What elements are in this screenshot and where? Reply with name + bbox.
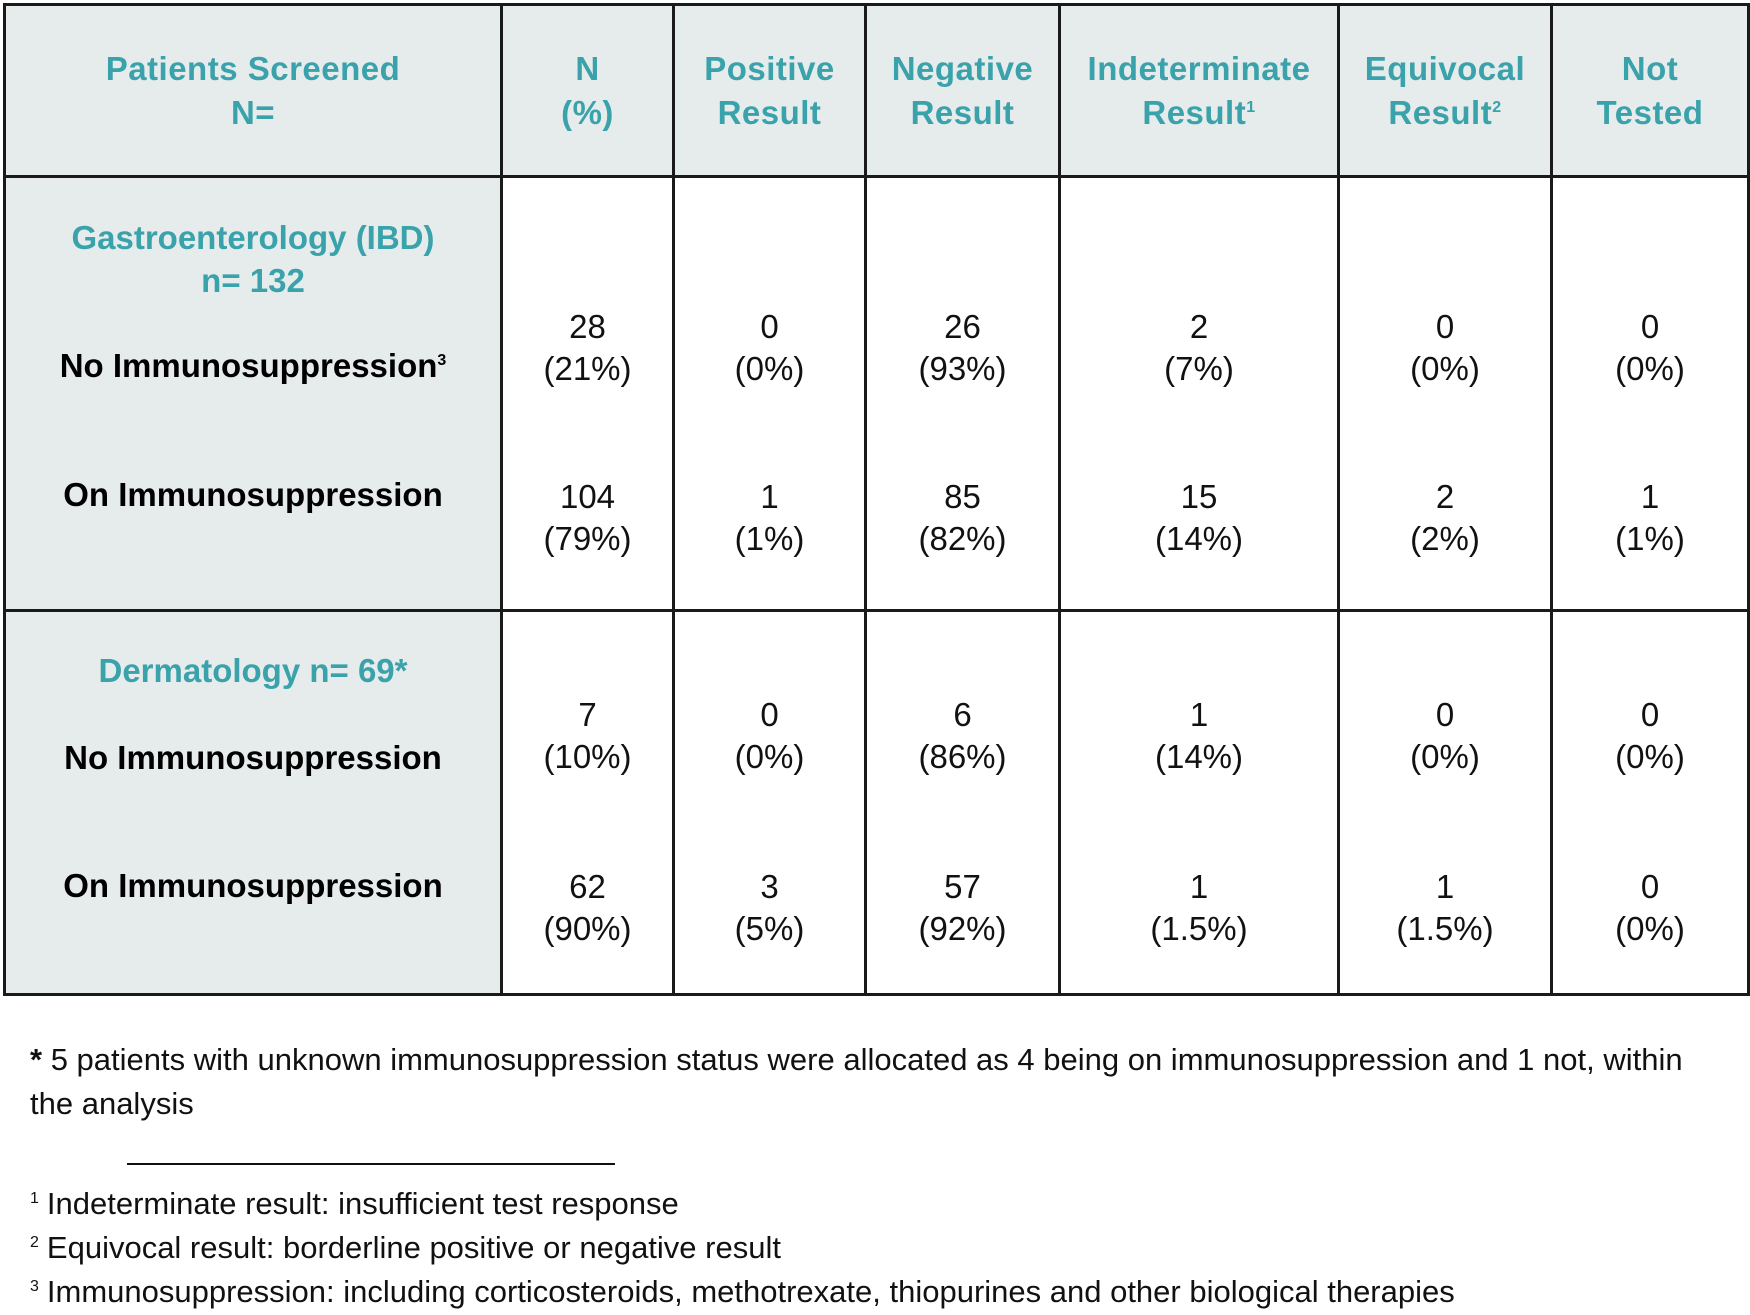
cell-percent: (0%) xyxy=(1410,350,1480,387)
footnote-divider xyxy=(127,1163,615,1165)
note-text: 5 patients with unknown immunosuppression status were allocated as 4 being on immunosuppression and 1 not, within the analysis xyxy=(30,1042,1683,1121)
results-table xyxy=(3,3,1750,996)
data-cell xyxy=(1552,177,1749,611)
cell-percent: (92%) xyxy=(918,910,1007,947)
cell-percent: (1%) xyxy=(1615,520,1685,557)
header-patients-screened xyxy=(5,5,502,177)
group-row-gastroenterology xyxy=(5,177,1749,611)
row-label xyxy=(6,864,500,907)
header-negative-result xyxy=(866,5,1060,177)
data-cell xyxy=(502,177,674,611)
header-not-tested xyxy=(1552,5,1749,177)
data-cell xyxy=(1339,177,1552,611)
header-text: Not xyxy=(1621,49,1679,87)
footnote-number: 1 xyxy=(30,1189,39,1207)
header-positive-result xyxy=(674,5,866,177)
cell-percent: (0%) xyxy=(734,350,805,387)
cell-count: 1 xyxy=(1435,868,1455,905)
cell-percent: (1%) xyxy=(734,520,805,557)
cell-percent: (0%) xyxy=(1615,910,1685,947)
header-text-part: Result xyxy=(1388,93,1493,131)
footnote-text: Immunosuppression: including corticosteroids, methotrexate, thiopurines and other biological therapies xyxy=(46,1274,1455,1309)
cell-percent: (0%) xyxy=(1615,350,1685,387)
cell-count: 0 xyxy=(1640,308,1660,345)
cell-count: 1 xyxy=(1189,696,1209,733)
group-title xyxy=(6,216,500,302)
cell-count: 26 xyxy=(944,308,981,345)
cell-count: 2 xyxy=(1435,478,1455,515)
header-text: Result xyxy=(717,93,822,131)
data-cell xyxy=(674,177,866,611)
footnote-number: 3 xyxy=(30,1277,39,1295)
data-cell xyxy=(866,177,1060,611)
cell-count: 0 xyxy=(760,696,779,733)
cell-count: 6 xyxy=(953,696,972,733)
cell-percent: (82%) xyxy=(918,520,1007,557)
data-cell xyxy=(1060,177,1339,611)
cell-percent: (86%) xyxy=(918,738,1007,775)
footnote-item xyxy=(30,1182,1745,1226)
header-text: Equivocal xyxy=(1364,49,1526,87)
cell-percent: (0%) xyxy=(734,738,805,775)
header-row xyxy=(5,5,1749,177)
header-text xyxy=(1340,91,1550,135)
header-text: N= xyxy=(230,93,276,131)
header-text-part: Result xyxy=(1142,93,1247,131)
results-table-container xyxy=(3,3,1747,993)
cell-count: 0 xyxy=(1435,696,1455,733)
cell-percent: (1.5%) xyxy=(1396,910,1494,947)
header-text: Positive xyxy=(704,49,835,87)
cell-percent: (21%) xyxy=(543,350,632,387)
header-text: Tested xyxy=(1596,93,1704,131)
cell-count: 1 xyxy=(1640,478,1660,515)
group-label-cell xyxy=(5,177,502,611)
header-indeterminate-result xyxy=(1060,5,1339,177)
footnote-number: 2 xyxy=(30,1233,39,1251)
row-label-text: No Immunosuppression xyxy=(59,347,438,384)
cell-count: 0 xyxy=(1435,308,1455,345)
row-label xyxy=(6,473,500,516)
group-row-dermatology xyxy=(5,611,1749,995)
header-text: (%) xyxy=(561,93,614,131)
header-text: Indeterminate xyxy=(1087,49,1311,87)
header-equivocal-result xyxy=(1339,5,1552,177)
cell-percent: (2%) xyxy=(1410,520,1480,557)
data-cell xyxy=(1060,611,1339,995)
group-label-cell xyxy=(5,611,502,995)
header-text: Patients Screened xyxy=(105,49,401,87)
cell-percent: (14%) xyxy=(1154,738,1244,775)
data-cell xyxy=(674,611,866,995)
note-asterisk: * xyxy=(30,1042,43,1077)
footnote-marker: 3 xyxy=(437,352,447,369)
cell-count: 57 xyxy=(944,868,981,905)
footnote-item xyxy=(30,1226,1745,1270)
header-text: Result xyxy=(910,93,1015,131)
footnote-item xyxy=(30,1270,1745,1314)
cell-count: 1 xyxy=(1189,868,1209,905)
row-label xyxy=(6,344,500,387)
header-text xyxy=(1061,91,1337,135)
row-label-text: No Immunosuppression xyxy=(64,739,442,776)
cell-count: 15 xyxy=(1180,478,1218,515)
cell-count: 85 xyxy=(944,478,981,515)
cell-count: 0 xyxy=(760,308,779,345)
header-n-percent xyxy=(502,5,674,177)
cell-percent: (5%) xyxy=(734,910,805,947)
cell-count: 0 xyxy=(1640,868,1660,905)
group-title-line: n= 132 xyxy=(201,262,305,299)
cell-count: 3 xyxy=(760,868,779,905)
cell-count: 7 xyxy=(578,696,597,733)
row-label xyxy=(6,736,500,779)
cell-count: 62 xyxy=(569,868,606,905)
group-title-line: Dermatology n= 69* xyxy=(98,652,408,689)
table-note xyxy=(30,1038,1730,1126)
cell-percent: (90%) xyxy=(543,910,632,947)
footnotes xyxy=(30,1182,1745,1314)
row-label-text: On Immunosuppression xyxy=(63,867,443,904)
group-title xyxy=(6,649,500,692)
data-cell xyxy=(1339,611,1552,995)
cell-percent: (0%) xyxy=(1410,738,1480,775)
header-text: Negative xyxy=(891,49,1034,87)
cell-percent: (93%) xyxy=(918,350,1007,387)
data-cell xyxy=(866,611,1060,995)
footnote-text: Indeterminate result: insufficient test response xyxy=(46,1186,679,1221)
cell-count: 2 xyxy=(1189,308,1209,345)
data-cell xyxy=(502,611,674,995)
cell-count: 1 xyxy=(760,478,779,515)
cell-count: 104 xyxy=(559,478,616,515)
cell-percent: (1.5%) xyxy=(1150,910,1248,947)
cell-percent: (10%) xyxy=(543,738,632,775)
cell-count: 28 xyxy=(569,308,606,345)
group-title-line: Gastroenterology (IBD) xyxy=(71,219,435,256)
cell-count: 0 xyxy=(1640,696,1660,733)
footnote-marker: 1 xyxy=(1246,98,1256,116)
cell-percent: (14%) xyxy=(1154,520,1244,557)
cell-percent: (0%) xyxy=(1615,738,1685,775)
row-label-text: On Immunosuppression xyxy=(63,476,443,513)
cell-percent: (7%) xyxy=(1164,350,1234,387)
footnote-text: Equivocal result: borderline positive or negative result xyxy=(46,1230,781,1265)
cell-percent: (79%) xyxy=(543,520,632,557)
data-cell xyxy=(1552,611,1749,995)
header-text: N xyxy=(575,49,600,87)
footnote-marker: 2 xyxy=(1492,98,1502,116)
